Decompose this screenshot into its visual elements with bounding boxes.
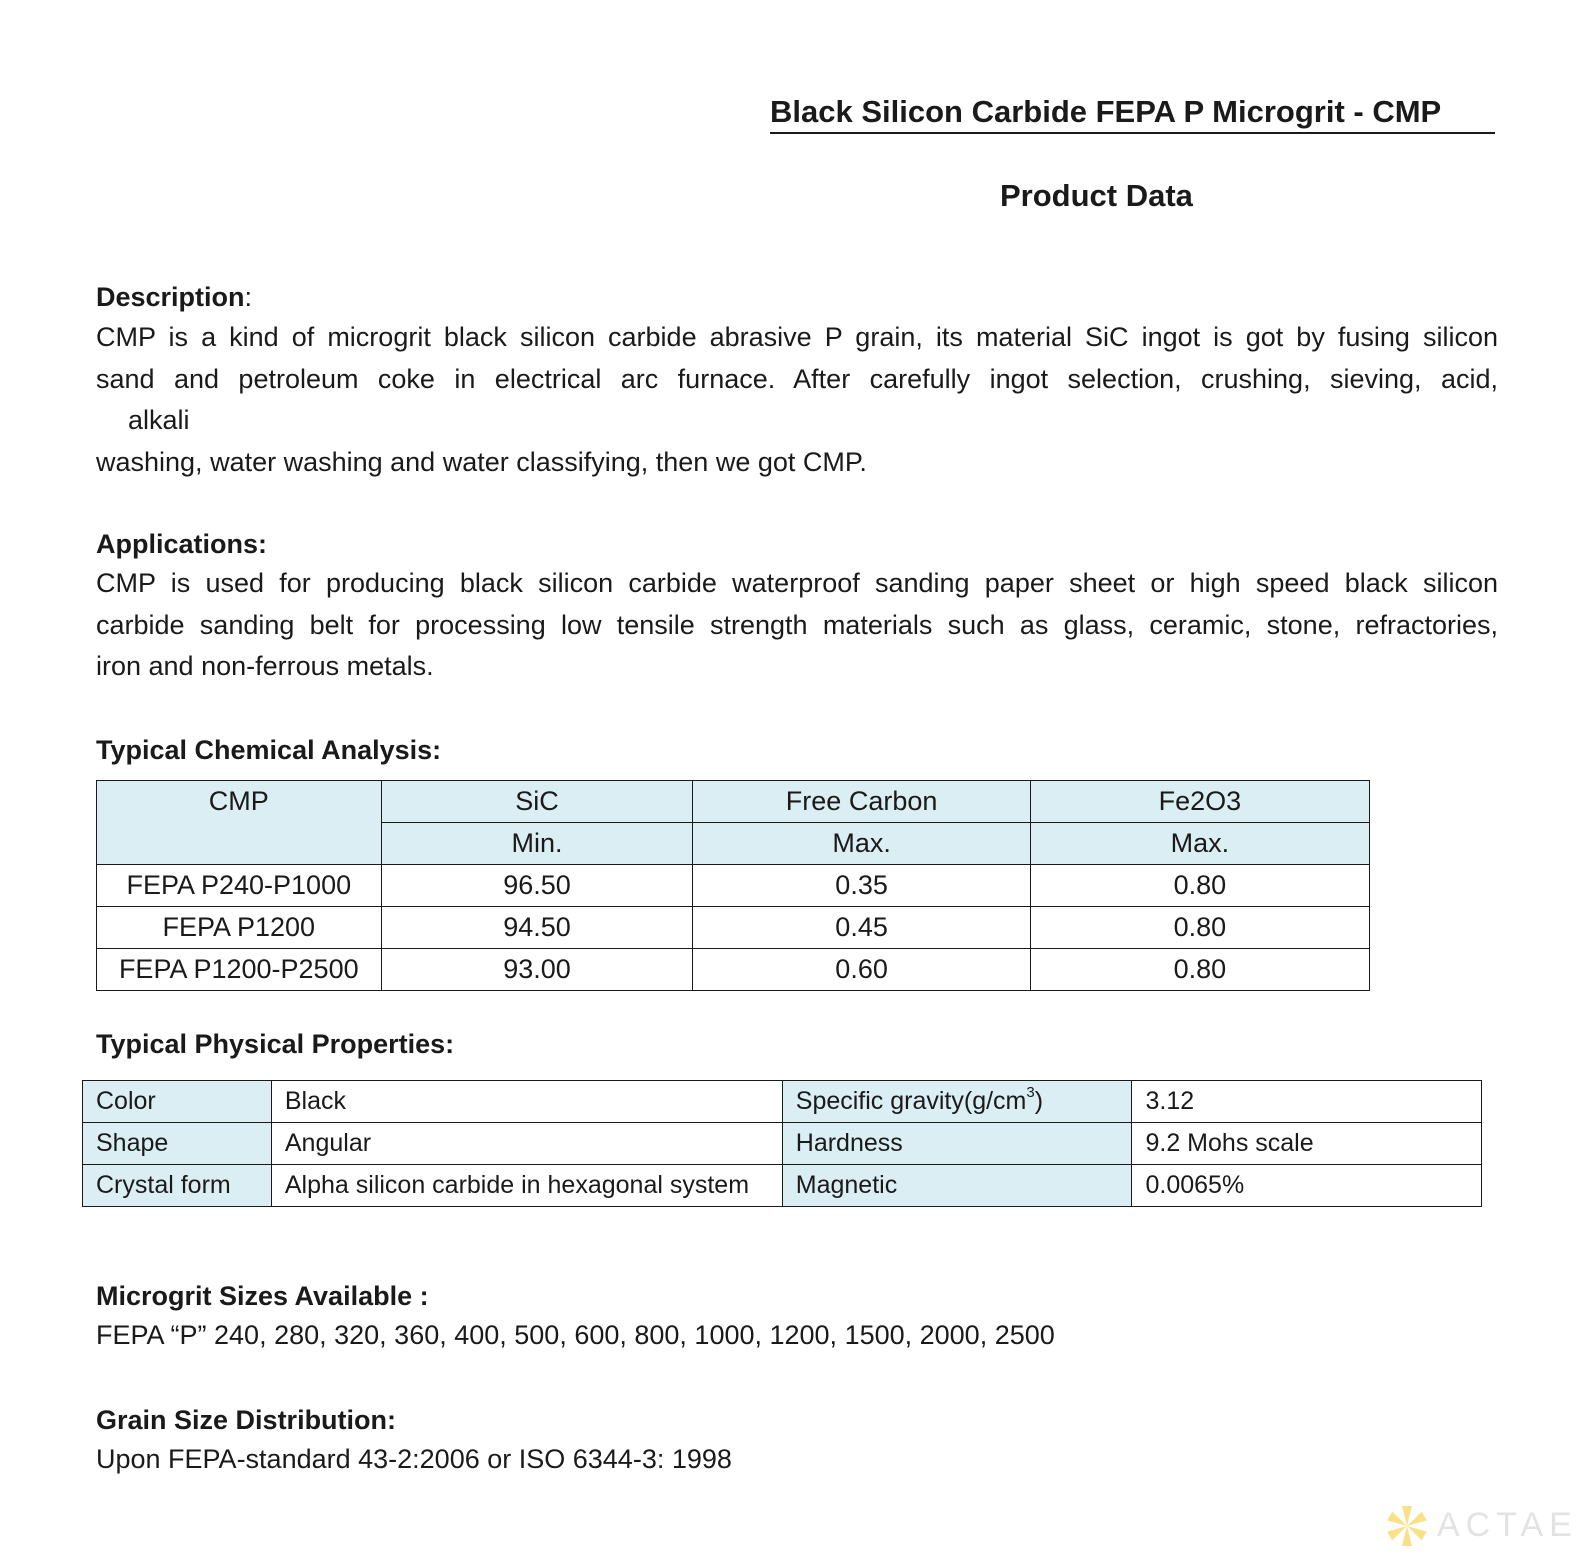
chemical-heading: Typical Chemical Analysis:	[96, 735, 442, 765]
chemical-col-free-carbon: Free Carbon	[693, 781, 1030, 823]
physical-properties-table	[82, 1080, 1482, 1207]
physical-value-shape: Angular	[271, 1123, 782, 1165]
table-row	[97, 949, 1370, 991]
chemical-sic-value: 96.50	[381, 865, 693, 907]
physical-label-shape: Shape	[83, 1123, 272, 1165]
physical-value-crystal-form: Alpha silicon carbide in hexagonal system	[271, 1165, 782, 1207]
description-line-1: CMP is a kind of microgrit black silicon carbide abrasive P grain, its material SiC ingot is got by fusing silicon	[96, 322, 1498, 352]
physical-label-magnetic: Magnetic	[782, 1165, 1132, 1207]
description-heading	[96, 279, 252, 315]
sizes-heading: Microgrit Sizes Available :	[96, 1281, 429, 1311]
chemical-grade: FEPA P1200	[97, 907, 382, 949]
sizes-text: FEPA “P” 240, 280, 320, 360, 400, 500, 600, 800, 1000, 1200, 1500, 2000, 2500	[96, 1320, 1055, 1350]
distribution-text: Upon FEPA-standard 43-2:2006 or ISO 6344-3: 1998	[96, 1444, 732, 1474]
chemical-grade: FEPA P240-P1000	[97, 865, 382, 907]
description-line-2: sand and petroleum coke in electrical arc furnace. After carefully ingot selection, crushing, sieving, acid,	[96, 363, 1498, 394]
watermark-logo	[1385, 1500, 1578, 1549]
description-line-4: washing, water washing and water classifying, then we got CMP.	[96, 446, 867, 477]
chemical-col-sic: SiC	[381, 781, 693, 823]
chemical-col-fe2o3: Fe2O3	[1030, 781, 1369, 823]
physical-label-crystal-form: Crystal form	[83, 1165, 272, 1207]
physical-value-magnetic: 0.0065%	[1132, 1165, 1482, 1207]
description-heading-colon: :	[244, 282, 253, 312]
physical-value-hardness: 9.2 Mohs scale	[1132, 1123, 1482, 1165]
chemical-grade: FEPA P1200-P2500	[97, 949, 382, 991]
applications-paragraph	[96, 563, 1498, 688]
description-heading-text: Description	[96, 282, 245, 312]
chemical-header-row	[97, 781, 1370, 823]
description-paragraph	[96, 317, 1498, 483]
distribution-heading: Grain Size Distribution:	[96, 1405, 397, 1435]
description-line-3: alkali	[128, 405, 190, 435]
physical-value-specific-gravity: 3.12	[1132, 1081, 1482, 1123]
table-row	[83, 1081, 1482, 1123]
chemical-free-carbon-value: 0.35	[693, 865, 1030, 907]
document-title: Black Silicon Carbide FEPA P Microgrit - CMP	[770, 92, 1495, 134]
chemical-fe2o3-value: 0.80	[1030, 865, 1369, 907]
table-row	[97, 907, 1370, 949]
chemical-sic-value: 93.00	[381, 949, 693, 991]
chemical-limit-free-carbon: Max.	[693, 823, 1030, 865]
physical-label-specific-gravity	[782, 1081, 1132, 1123]
table-row	[97, 865, 1370, 907]
applications-line-1: CMP is used for producing black silicon carbide waterproof sanding paper sheet or high speed black silicon	[96, 568, 1498, 598]
table-row	[83, 1123, 1482, 1165]
physical-label-color: Color	[83, 1081, 272, 1123]
watermark-logo-text: ACTAE	[1437, 1506, 1578, 1544]
physical-label-hardness: Hardness	[782, 1123, 1132, 1165]
applications-heading: Applications:	[96, 529, 268, 559]
chemical-fe2o3-value: 0.80	[1030, 907, 1369, 949]
chemical-fe2o3-value: 0.80	[1030, 949, 1369, 991]
chemical-free-carbon-value: 0.60	[693, 949, 1030, 991]
chemical-sic-value: 94.50	[381, 907, 693, 949]
document-subtitle: Product Data	[1000, 178, 1193, 213]
chemical-limit-fe2o3: Max.	[1030, 823, 1369, 865]
specific-gravity-label-end: )	[1034, 1087, 1044, 1115]
chemical-analysis-table	[96, 780, 1370, 991]
table-row	[83, 1165, 1482, 1207]
chemical-col-cmp: CMP	[97, 781, 382, 865]
chemical-limit-sic: Min.	[381, 823, 693, 865]
specific-gravity-label: Specific gravity(g/cm	[795, 1087, 1027, 1115]
physical-value-color: Black	[271, 1081, 782, 1123]
chemical-free-carbon-value: 0.45	[693, 907, 1030, 949]
applications-line-2: carbide sanding belt for processing low tensile strength materials such as glass, ceramic, stone, refractories,	[96, 609, 1498, 640]
applications-line-3: iron and non-ferrous metals.	[96, 651, 434, 681]
physical-heading: Typical Physical Properties:	[96, 1029, 455, 1059]
specific-gravity-superscript: 3	[1026, 1083, 1035, 1101]
